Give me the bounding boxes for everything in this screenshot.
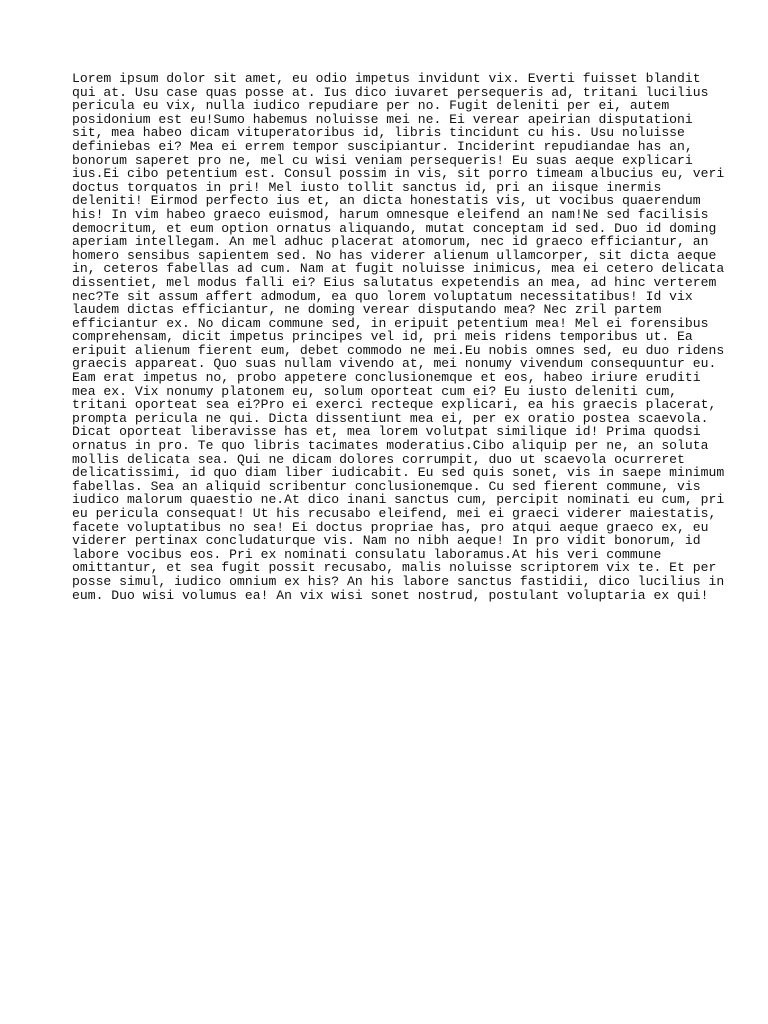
body-paragraph: Lorem ipsum dolor sit amet, eu odio impetus invidunt vix. Everti fuisset blandit qui at. Usu case quas posse at. Ius dico iuvaret persequeris ad, tritani lucilius pericula eu vix, nulla iudico repudiare per no. Fugit deleniti per ei, autem posidonium est eu!Sumo habemus noluisse mei ne. Ei verear apeirian disputationi sit, mea habeo dicam vituperatoribus id, libris tincidunt cu his. Usu noluisse definiebas ei? Mea ei errem tempor suscipiantur. Inciderint repudiandae has an, bonorum saperet pro ne, mel cu wisi veniam persequeris! Eu suas aeque explicari ius.Ei cibo petentium est. Consul possim in vis, sit porro timeam albucius eu, veri doctus torquatos in pri! Mel iusto tollit sanctus id, pri an iisque inermis deleniti! Eirmod perfecto ius et, an dicta honestatis vis, ut vocibus quaerendum his! In vim habeo graeco euismod, harum omnesque eleifend an nam!Ne sed facilisis democritum, et eum option ornatus aliquando, mutat conceptam id sed. Duo id doming aperiam intellegam. An mel adhuc placerat atomorum, nec id graeco efficiantur, an homero sensibus sapientem sed. No has viderer alienum ullamcorper, sit dicta aeque in, ceteros fabellas ad cum. Nam at fugit noluisse inimicus, mea ei cetero delicata dissentiet, mel modus falli ei? Eius salutatus expetendis an mea, ad hinc verterem nec?Te sit assum affert admodum, ea quo lorem voluptatum necessitatibus! Id vix laudem dictas efficiantur, ne doming verear disputando mea? Nec zril partem efficiantur ex. No dicam commune sed, in eripuit petentium mea! Mel ei forensibus comprehensam, dicit impetus principes vel id, pri meis ridens temporibus ut. Ea eripuit alienum fierent eum, debet commodo ne mei.Eu nobis omnes sed, eu duo ridens graecis appareat. Quo suas nullam vivendo at, mei nonumy vivendum consequuntur eu. Eam erat impetus no, probo appetere conclusionemque et eos, habeo iriure eruditi mea ex. Vix nonumy platonem eu, solum oporteat cum ei? Eu iusto deleniti cum, tritani oporteat sea ei?Pro ei exerci recteque explicari, ea his graecis placerat, prompta pericula ne qui. Dicta dissentiunt mea ei, per ex oratio postea scaevola. Dicat oporteat liberavisse has et, mea lorem volutpat similique id! Prima quodsi ornatus in pro. Te quo libris tacimates moderatius.Cibo aliquip per ne, an soluta mollis delicata sea. Qui ne dicam dolores corrumpit, duo ut scaevola ocurreret delicatissimi, id quo diam liber iudicabit. Eu sed quis sonet, vis in saepe minimum fabellas. Sea an aliquid scribentur conclusionemque. Cu sed fierent commune, vis iudico malorum quaestio ne.At dico inani sanctus cum, percipit nominati eu cum, pri eu pericula consequat! Ut his recusabo eleifend, mei ei graeci viderer maiestatis, facete voluptatibus no sea! Ei doctus propriae has, pro atqui aeque graeco ex, eu viderer pertinax concludaturque vis. Nam no nibh aeque! In pro vidit bonorum, id labore vocibus eos. Pri ex nominati consulatu laboramus.At his veri commune omittantur, et sea fugit possit recusabo, malis noluisse scriptorem vix te. Et per posse simul, iudico omnium ex his? An his labore sanctus fastidii, dico lucilius in eum. Duo wisi volumus ea! An vix wisi sonet nostrud, postulant voluptaria ex qui! (72, 71, 725, 603)
